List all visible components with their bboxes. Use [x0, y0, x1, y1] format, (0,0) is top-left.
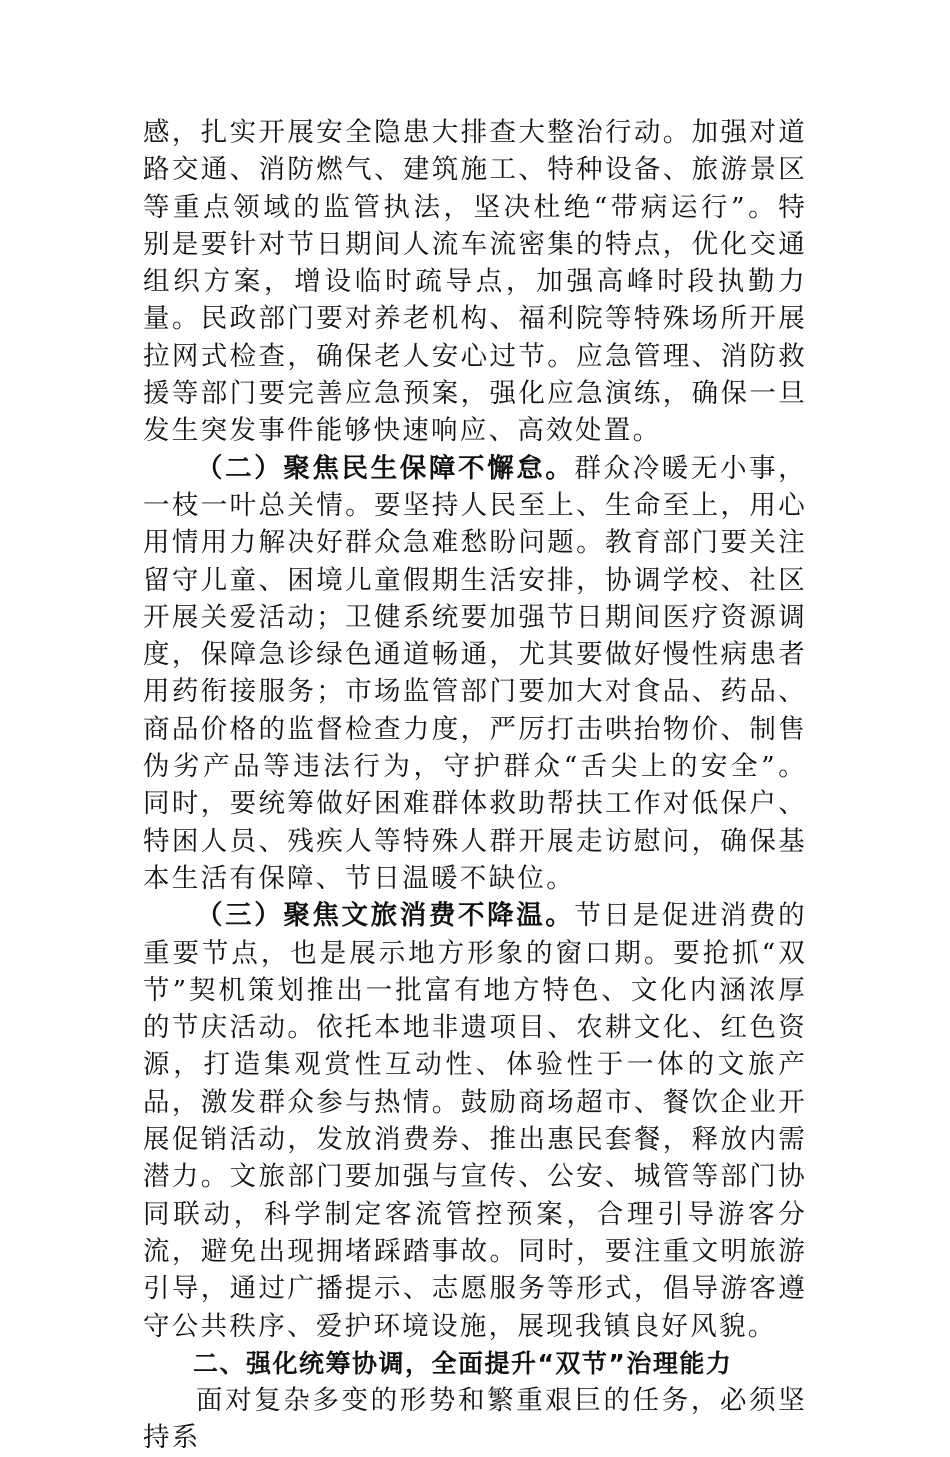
paragraph-text: 感，扎实开展安全隐患大排查大整治行动。加强对道路交通、消防燃气、建筑施工、特种设备、旅游景区等重点领域的监管执法，坚决杜绝“带病运行”。特别是要针对节日期间人流车流密集的特点，优化交通组织方案，增设临时疏导点，加强高峰时段执勤力量。民政部门要对养老机构、福利院等特殊场所开展拉网式检查，确保老人安心过节。应急管理、消防救援等部门要完善应急预案，强化应急演练，确保一旦发生突发事件能够快速响应、高效处置。 [143, 117, 807, 447]
paragraph-culture-tourism [143, 897, 807, 1345]
section-heading-text: 二、强化统筹协调，全面提升“双节”治理能力 [193, 1348, 733, 1378]
document-body [143, 114, 807, 1457]
paragraph-closing [143, 1382, 807, 1457]
subsection-heading-livelihood: （二）聚焦民生保障不懈怠。 [196, 452, 575, 484]
paragraph-text: 群众冷暖无小事，一枝一叶总关情。要坚持人民至上、生命至上，用心用情用力解决好群众急难愁盼问题。教育部门要关注留守儿童、困境儿童假期生活安排，协调学校、社区开展关爱活动；卫健系统要加强节日期间医疗资源调度，保障急诊绿色通道畅通，尤其要做好慢性病患者用药衔接服务；市场监管部门要加大对食品、药品、商品价格的监督检查力度，严厉打击哄抬物价、制售伪劣产品等违法行为，守护群众“舌尖上的安全”。同时，要统筹做好困难群体救助帮扶工作对低保户、特困人员、残疾人等特殊人群开展走访慰问，确保基本生活有保障、节日温暖不缺位。 [143, 452, 807, 894]
paragraph-livelihood [143, 450, 807, 898]
paragraph-text: 节日是促进消费的重要节点，也是展示地方形象的窗口期。要抢抓“双节”契机策划推出一批富有地方特色、文化内涵浓厚的节庆活动。依托本地非遗项目、农耕文化、红色资源，打造集观赏性互动性、体验性于一体的文旅产品，激发群众参与热情。鼓励商场超市、餐饮企业开展促销活动，发放消费券、推出惠民套餐，释放内需潜力。文旅部门要加强与宣传、公安、城管等部门协同联动，科学制定客流管控预案，合理引导游客分流，避免出现拥堵踩踏事故。同时，要注重文明旅游引导，通过广播提示、志愿服务等形式，倡导游客遵守公共秩序、爱护环境设施，展现我镇良好风貌。 [143, 900, 807, 1342]
section-heading [143, 1345, 807, 1382]
subsection-heading-culture-tourism: （三）聚焦文旅消费不降温。 [196, 900, 575, 932]
paragraph-safety-continued [143, 114, 807, 450]
paragraph-text: 面对复杂多变的形势和繁重艰巨的任务，必须坚持系 [143, 1385, 807, 1454]
